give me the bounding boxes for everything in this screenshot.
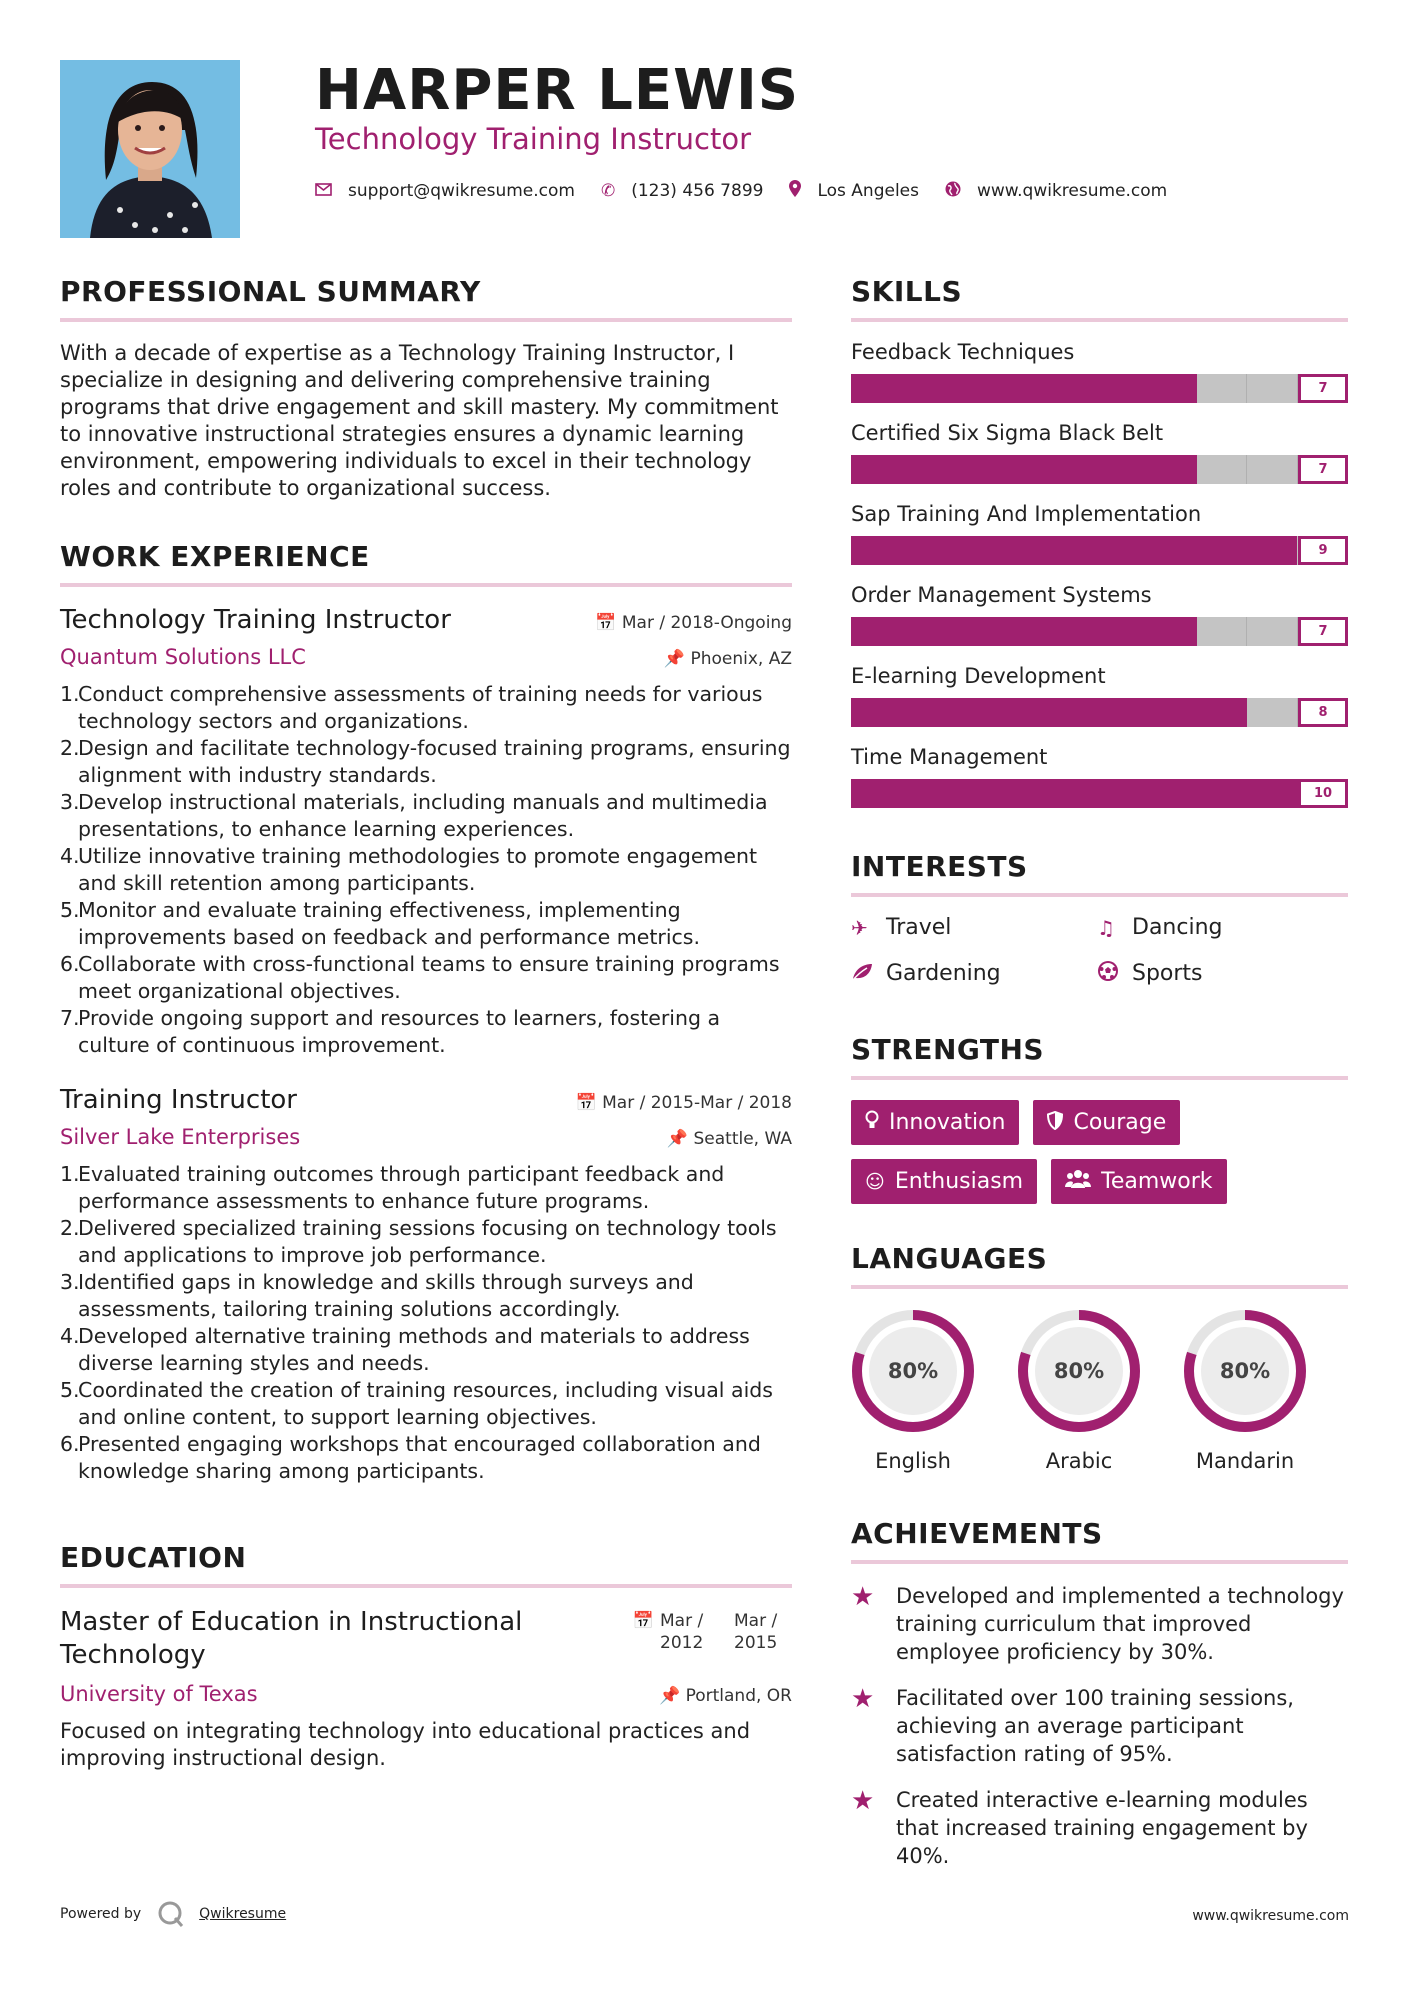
education-description: Focused on integrating technology into educational practices and improving instructional design.	[60, 1719, 751, 1770]
skill-name: Certified Six Sigma Black Belt	[851, 421, 1164, 445]
powered-by-label: Powered by	[60, 1906, 142, 1922]
education-heading: EDUCATION	[60, 1541, 792, 1588]
education-entry	[60, 1606, 792, 1772]
duty-item: 6.Presented engaging workshops that encouraged collaboration and knowledge sharing among participants.	[60, 1432, 761, 1483]
job-title: Training Instructor	[60, 1085, 297, 1115]
skill-item	[851, 583, 1348, 646]
strengths-heading: STRENGTHS	[851, 1033, 1348, 1080]
skill-bar	[851, 698, 1348, 727]
skill-bar-segment	[1000, 536, 1050, 565]
skill-bar-segment	[1098, 374, 1147, 403]
pin-icon: 📌	[666, 1129, 694, 1149]
duty-item: 1.Evaluated training outcomes through participant feedback and performance assessments to enhance future programs.	[60, 1162, 725, 1213]
duty-item: 4.Utilize innovative training methodologies to promote engagement and skill retention among participants.	[60, 844, 758, 895]
skill-level-badge: 7	[1298, 617, 1348, 646]
skill-item	[851, 664, 1348, 727]
pin-icon: 📌	[659, 1686, 686, 1706]
skill-bar-segment	[950, 698, 1000, 727]
skill-name: Order Management Systems	[851, 583, 1152, 607]
languages-heading: LANGUAGES	[851, 1242, 1348, 1289]
job-date: Mar / 2018-Ongoing	[621, 613, 792, 633]
job-duties	[60, 1161, 792, 1485]
summary-text: With a decade of expertise as a Technology Training Instructor, I specialize in designing and delivering comprehensive training programs that drive engagement and skill mastery. My commitment to innovative instructional strategies ensures a dynamic learning environment, empowering individuals to excel in their technology roles and contribute to organizational success.	[60, 341, 779, 500]
skill-bar-segment	[1049, 617, 1098, 646]
language-gauge	[851, 1309, 975, 1433]
skill-bar-segment	[1197, 617, 1247, 646]
skill-bar-segment	[1049, 536, 1099, 565]
duty-item: 7.Provide ongoing support and resources to learners, fostering a culture of continuous improvement.	[60, 1006, 721, 1057]
skill-bar	[851, 374, 1348, 403]
job-entry	[60, 605, 792, 1059]
users-icon	[1065, 1169, 1091, 1194]
skill-bar-segment	[1198, 536, 1248, 565]
interest-item: Gardening	[851, 960, 1097, 987]
skill-bar-segment	[1147, 374, 1196, 403]
skill-bar	[851, 779, 1348, 808]
achievements-heading: ACHIEVEMENTS	[851, 1517, 1348, 1564]
skill-bar-segment	[950, 779, 1000, 808]
interest-item: Sports	[1097, 960, 1343, 987]
strength-badge: Innovation	[851, 1100, 1019, 1145]
strength-badge: Teamwork	[1051, 1159, 1226, 1204]
skill-bar-segment	[1149, 779, 1199, 808]
star-icon: ★	[851, 1582, 875, 1612]
skill-level-badge: 7	[1298, 374, 1348, 403]
duty-item: 5.Coordinated the creation of training resources, including visual aids and online content, to support learning objectives.	[60, 1378, 773, 1429]
skill-bar-segment	[950, 536, 1000, 565]
skill-bar-segment	[1247, 698, 1298, 727]
strength-badge: Courage	[1033, 1100, 1180, 1145]
skill-bar-segment	[1247, 455, 1297, 484]
contact-location: Los Angeles	[817, 181, 919, 201]
strengths-list	[851, 1100, 1348, 1204]
company-name: Silver Lake Enterprises	[60, 1125, 301, 1149]
duty-item: 1.Conduct comprehensive assessments of training needs for various technology sectors and organizations.	[60, 682, 763, 733]
skill-bar-segment	[901, 779, 951, 808]
contact-phone[interactable]: (123) 456 7899	[631, 181, 764, 201]
job-date: Mar / 2015-Mar / 2018	[602, 1093, 792, 1113]
language-gauge	[1017, 1309, 1141, 1433]
job-location: Phoenix, AZ	[690, 649, 792, 669]
contact-email[interactable]: support@qwikresume.com	[348, 181, 575, 201]
skill-bar-segment	[999, 455, 1048, 484]
skill-bar-segment	[1049, 698, 1099, 727]
skill-name: Time Management	[851, 745, 1048, 769]
duty-item: 2.Delivered specialized training sessions focusing on technology tools and applications to improve job performance.	[60, 1216, 777, 1267]
skill-level-badge: 8	[1298, 698, 1348, 727]
phone-icon: ✆	[600, 181, 616, 201]
interest-item: ✈ Travel	[851, 915, 952, 940]
education-start-date: Mar / 2012	[660, 1611, 704, 1653]
skill-bar-segment	[1000, 779, 1050, 808]
skill-level-badge: 10	[1298, 779, 1348, 808]
pin-icon: 📌	[663, 649, 691, 669]
achievement-item: ★ Facilitated over 100 training sessions, achieving an average participant satisfaction rating of 95%.	[851, 1684, 1294, 1766]
skill-bar-segment	[1248, 536, 1298, 565]
globe-icon	[945, 181, 961, 202]
skill-bar-segment	[1149, 536, 1199, 565]
language-percent: 80%	[1219, 1359, 1271, 1383]
skill-name: Feedback Techniques	[851, 340, 1075, 364]
skill-bar-segment	[999, 617, 1048, 646]
language-item	[851, 1309, 975, 1473]
interests-list	[851, 915, 1348, 987]
skill-item	[851, 502, 1348, 565]
star-icon: ★	[851, 1786, 875, 1816]
skill-name: E-learning Development	[851, 664, 1106, 688]
language-gauge	[1183, 1309, 1307, 1433]
skill-level-badge: 7	[1298, 455, 1348, 484]
duty-item: 4.Developed alternative training methods and materials to address diverse learning styles and needs.	[60, 1324, 750, 1375]
skill-name: Sap Training And Implementation	[851, 502, 1202, 526]
skill-bar-segment	[1247, 617, 1297, 646]
achievements-list	[851, 1582, 1348, 1870]
envelope-icon	[315, 181, 332, 201]
education-location: Portland, OR	[685, 1686, 792, 1706]
contact-bar	[315, 180, 1193, 202]
lightbulb-icon	[865, 1110, 879, 1135]
skill-bar-segment	[950, 617, 999, 646]
soccer-ball-icon	[1097, 960, 1132, 987]
summary-heading: PROFESSIONAL SUMMARY	[60, 275, 792, 322]
skill-bar-segment	[851, 536, 901, 565]
footer-website[interactable]: www.qwikresume.com	[1192, 1908, 1349, 1924]
skill-bar-segment	[1148, 698, 1198, 727]
skill-bar-segment	[950, 374, 999, 403]
skill-item	[851, 421, 1348, 484]
duty-item: 3.Identified gaps in knowledge and skills through surveys and assessments, tailoring training solutions accordingly.	[60, 1270, 694, 1321]
degree-title: Master of Education in Instructional Technology	[60, 1607, 523, 1670]
skill-level-badge: 9	[1298, 536, 1348, 565]
skill-bar-segment	[1049, 374, 1098, 403]
skill-bar-segment	[999, 374, 1048, 403]
language-name: Mandarin	[1195, 1449, 1295, 1473]
skill-bar-segment	[950, 455, 999, 484]
strength-badge: ☺ Enthusiasm	[851, 1159, 1037, 1204]
skill-bar-segment	[1197, 455, 1247, 484]
calendar-icon: 📅	[595, 613, 622, 633]
star-icon: ★	[851, 1684, 875, 1714]
plane-icon: ✈	[851, 915, 868, 940]
skill-bar-segment	[900, 617, 949, 646]
language-percent: 80%	[887, 1359, 939, 1383]
skill-bar-segment	[1050, 779, 1100, 808]
language-percent: 80%	[1053, 1359, 1105, 1383]
company-name: Quantum Solutions LLC	[60, 645, 306, 669]
skills-heading: SKILLS	[851, 275, 1348, 322]
profile-photo	[60, 60, 240, 238]
school-name: University of Texas	[60, 1682, 258, 1706]
skill-bar-segment	[1000, 698, 1050, 727]
language-item	[1017, 1309, 1141, 1473]
interests-heading: INTERESTS	[851, 850, 1348, 897]
job-duties	[60, 681, 792, 1059]
duty-item: 3.Develop instructional materials, including manuals and multimedia presentations, to enhance learning experiences.	[60, 790, 768, 841]
job-title: Technology Training Instructor	[60, 605, 451, 635]
duty-item: 2.Design and facilitate technology-focused training programs, ensuring alignment with industry standards.	[60, 736, 791, 787]
calendar-icon: 📅	[632, 1611, 654, 1631]
duty-item: 6.Collaborate with cross-functional teams to ensure training programs meet organizational objectives.	[60, 952, 780, 1003]
skills-list	[851, 340, 1348, 808]
footer-powered-by	[60, 1900, 286, 1928]
skill-bar-segment	[900, 455, 949, 484]
candidate-name: HARPER LEWIS	[315, 58, 800, 123]
music-note-icon: ♫	[1097, 915, 1115, 940]
experience-heading: WORK EXPERIENCE	[60, 540, 792, 587]
skill-bar-segment	[851, 698, 901, 727]
leaf-icon	[851, 962, 886, 986]
skill-bar-segment	[1147, 455, 1196, 484]
duty-item: 5.Monitor and evaluate training effectiveness, implementing improvements based on feedback and performance metrics.	[60, 898, 700, 949]
skill-bar-segment	[851, 374, 900, 403]
skill-bar-segment	[1098, 617, 1147, 646]
skill-item	[851, 340, 1348, 403]
skill-bar-segment	[901, 536, 951, 565]
job-entry	[60, 1085, 792, 1485]
map-marker-icon	[789, 180, 801, 202]
language-name: Arabic	[1045, 1449, 1113, 1473]
calendar-icon: 📅	[575, 1093, 603, 1113]
skill-bar-segment	[1197, 374, 1247, 403]
education-end-date: Mar / 2015	[734, 1611, 778, 1653]
skill-bar-segment	[1198, 698, 1248, 727]
interest-item: ♫ Dancing	[1097, 915, 1223, 940]
left-column	[60, 275, 792, 1772]
achievement-item: ★ Developed and implemented a technology training curriculum that improved employee proficiency by 30%.	[851, 1582, 1344, 1664]
skill-item	[851, 745, 1348, 808]
skill-bar	[851, 617, 1348, 646]
shield-icon	[1047, 1111, 1063, 1135]
skill-bar-segment	[1098, 455, 1147, 484]
achievement-item: ★ Created interactive e-learning modules that increased training engagement by 40%.	[851, 1786, 1308, 1868]
skill-bar-segment	[851, 779, 901, 808]
skill-bar-segment	[1099, 698, 1149, 727]
language-name: English	[875, 1449, 951, 1473]
language-item	[1183, 1309, 1307, 1473]
skill-bar	[851, 536, 1348, 565]
skill-bar-segment	[1049, 455, 1098, 484]
right-column	[851, 275, 1348, 1870]
skill-bar-segment	[1199, 779, 1249, 808]
skill-bar-segment	[901, 698, 951, 727]
brand-link[interactable]: Qwikresume	[199, 1906, 287, 1922]
skill-bar-segment	[1099, 536, 1149, 565]
job-location: Seattle, WA	[693, 1129, 792, 1149]
skill-bar-segment	[1100, 779, 1150, 808]
skill-bar-segment	[851, 455, 900, 484]
smile-icon: ☺	[865, 1170, 885, 1193]
skill-bar-segment	[900, 374, 949, 403]
candidate-title: Technology Training Instructor	[315, 122, 752, 156]
skill-bar-segment	[851, 617, 900, 646]
languages-list	[851, 1309, 1348, 1473]
skill-bar-segment	[1147, 617, 1196, 646]
contact-website[interactable]: www.qwikresume.com	[976, 181, 1168, 201]
skill-bar	[851, 455, 1348, 484]
qwikresume-logo-icon	[157, 1900, 185, 1928]
skill-bar-segment	[1249, 779, 1299, 808]
skill-bar-segment	[1247, 374, 1297, 403]
